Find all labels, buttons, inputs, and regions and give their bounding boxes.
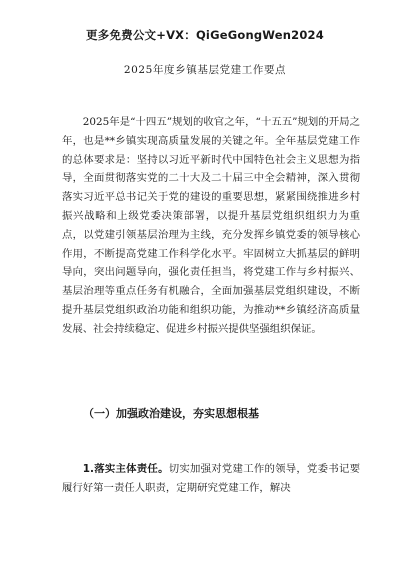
item-paragraph: [62, 460, 360, 498]
document-title: 2025年度乡镇基层党建工作要点: [123, 64, 287, 76]
header-watermark-line: 更多免费公文+VX：QiGeGongWen2024: [86, 28, 324, 42]
intro-paragraph: 2025年是“十四五”规划的收官之年，“十五五”规划的开局之年，也是**乡镇实现高质量发展的关键之年。全年基层党建工作的总体要求是：坚持以习近平新时代中国特色社会主义思想为指导，全面贯彻落实党的二十大及二十届三中全会精神，深入贯彻落实习近平总书记关于党的建设的重要思想，紧紧围绕推进乡村振兴战略和上级党委决策部署，以提升基层党组织组织力为重点，以党建引领基层治理为主线，充分发挥乡镇党委的领导核心作用，不断提高党建工作科学化水平。牢固树立大抓基层的鲜明导向，突出问题导向，强化责任担当，将党建工作与乡村振兴、基层治理等重点任务有机融合，全面加强基层党组织建设，不断提升基层党组织政治功能和组织功能，为推动**乡镇经济高质量发展、社会持续稳定、促进乡村振兴提供坚强组织保证。: [62, 116, 360, 335]
item-lead: 1.落实主体责任。: [82, 463, 169, 475]
section-heading: （一）加强政治建设，夯实思想根基: [83, 407, 259, 420]
item-text: 切实加强对党建工作的领导，党委书记要履行好第一责任人职责，定期研究党建工作，解决: [62, 463, 360, 494]
